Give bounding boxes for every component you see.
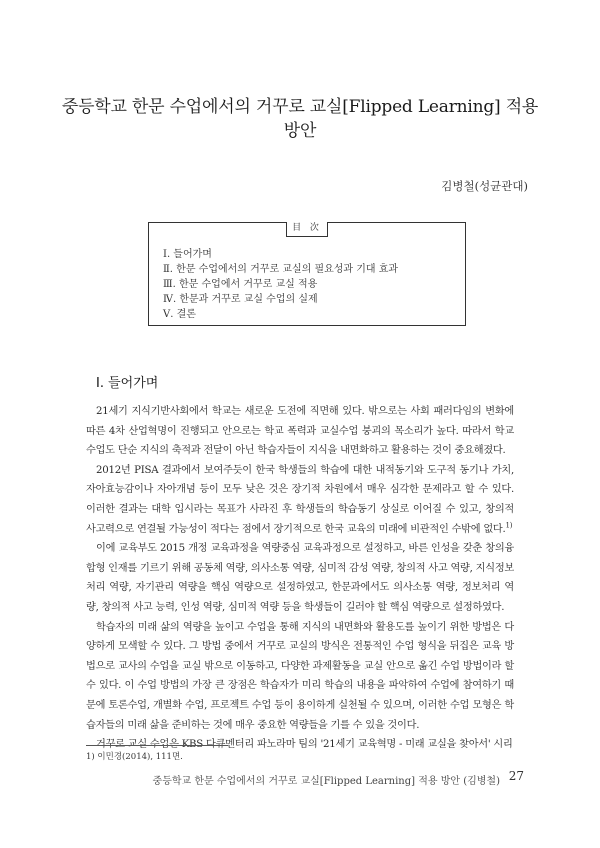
paragraph: 이에 교육부도 2015 개정 교육과정을 역량중심 교육과정으로 설정하고, 바른 인성을 갖춘 창의융합형 인재를 기르기 위해 공동체 역량, 의사소통 역량, 심미적 감성 역량, 창의적 사고 역량, 지식정보 처리 역량, 자기관리 역량을 핵심 역량으로 설정하였고, 한문과에서도 의사소통 역량, 정보처리 역량, 창의적 사고 능력, 인성 역량, 심미적 역량 등을 학생들이 길러야 할 핵심 역량으로 설정하였다. <box>86 543 514 613</box>
page-number: 27 <box>508 769 524 783</box>
paragraph <box>86 461 514 539</box>
table-of-contents <box>148 222 466 326</box>
toc-item: Ⅳ. 한문과 거꾸로 교실 수업의 실제 <box>163 294 318 305</box>
running-footer <box>153 772 500 787</box>
footnote: 1) 이민경(2014), 111면. <box>86 752 183 762</box>
footnote-marker[interactable]: 1) <box>505 521 513 530</box>
toc-list <box>163 247 398 322</box>
toc-heading: 目 次 <box>286 222 328 237</box>
paragraph: 학습자의 미래 삶의 역량을 높이고 수업을 통해 지식의 내면화와 활용도를 높이기 위한 방법은 다양하게 모색할 수 있다. 그 방법 중에서 거꾸로 교실의 방식은 전통적인 수업 형식을 뒤집은 교육 방법으로 교사의 수업을 교실 밖으로 이동하고, 다양한 과제활동을 교실 안으로 옮긴 수업 방법이라 할 수 있다. 이 수업 방법의 가장 큰 장점은 학습자가 미리 학습의 내용을 파악하여 수업에 참여하기 때문에 토론수업, 개별화 수업, 프로젝트 수업 등이 용이하게 실천될 수 있으며, 이러한 수업 모형은 학습자들의 미래 삶을 준비하는 것에 매우 중요한 역량들을 기를 수 있을 것이다. <box>86 621 514 731</box>
author-name: 김병철(성균관대) <box>441 179 528 193</box>
paragraph: 21세기 지식기반사회에서 학교는 새로운 도전에 직면해 있다. 밖으로는 사회 패러다임의 변화에 따른 4차 산업혁명이 진행되고 안으로는 학교 폭력과 교실수업 붕괴의 목소리가 높다. 따라서 학교 수업도 단순 지식의 축적과 전달이 아닌 학습자들이 지식을 내면화하고 활용하는 것이 중요해졌다. <box>86 406 514 457</box>
paper-title: 중등학교 한문 수업에서의 거꾸로 교실[Flipped Learning] 적용 방안 <box>61 97 539 141</box>
toc-item: Ⅰ. 들어가며 <box>163 249 212 260</box>
body-text <box>86 402 514 755</box>
footnote-divider <box>86 745 228 746</box>
paragraph: 거꾸로 교실 수업은 KBS 다큐멘터리 파노라마 팀의 '21세기 교육혁명 - 미래 교실을 찾아서' 시리 <box>96 739 513 751</box>
section-heading: Ⅰ. 들어가며 <box>96 376 159 391</box>
toc-item: Ⅱ. 한문 수업에서의 거꾸로 교실의 필요성과 기대 효과 <box>163 264 399 275</box>
running-title: 중등학교 한문 수업에서의 거꾸로 교실[Flipped Learning] 적용 방안 (김병철) <box>152 776 500 787</box>
toc-item: Ⅲ. 한문 수업에서 거꾸로 교실 적용 <box>163 279 318 290</box>
paragraph-text: 2012년 PISA 결과에서 보여주듯이 한국 학생들의 학습에 대한 내적동기와 도구적 동기나 가치, 자아효능감이나 자아개념 등이 모두 낮은 것은 장기적 차원에서 매우 심각한 문제라고 할 수 있다. 이러한 결과는 대학 입시라는 목표가 사라진 후 학생들의 학습동기 상실로 이어질 수 있고, 창의적 사고력으로 연결될 가능성이 적다는 점에서 장기적으로 한국 교육의 미래에 비관적인 수밖에 없다. <box>86 464 514 535</box>
toc-item: Ⅴ. 결론 <box>163 309 196 320</box>
